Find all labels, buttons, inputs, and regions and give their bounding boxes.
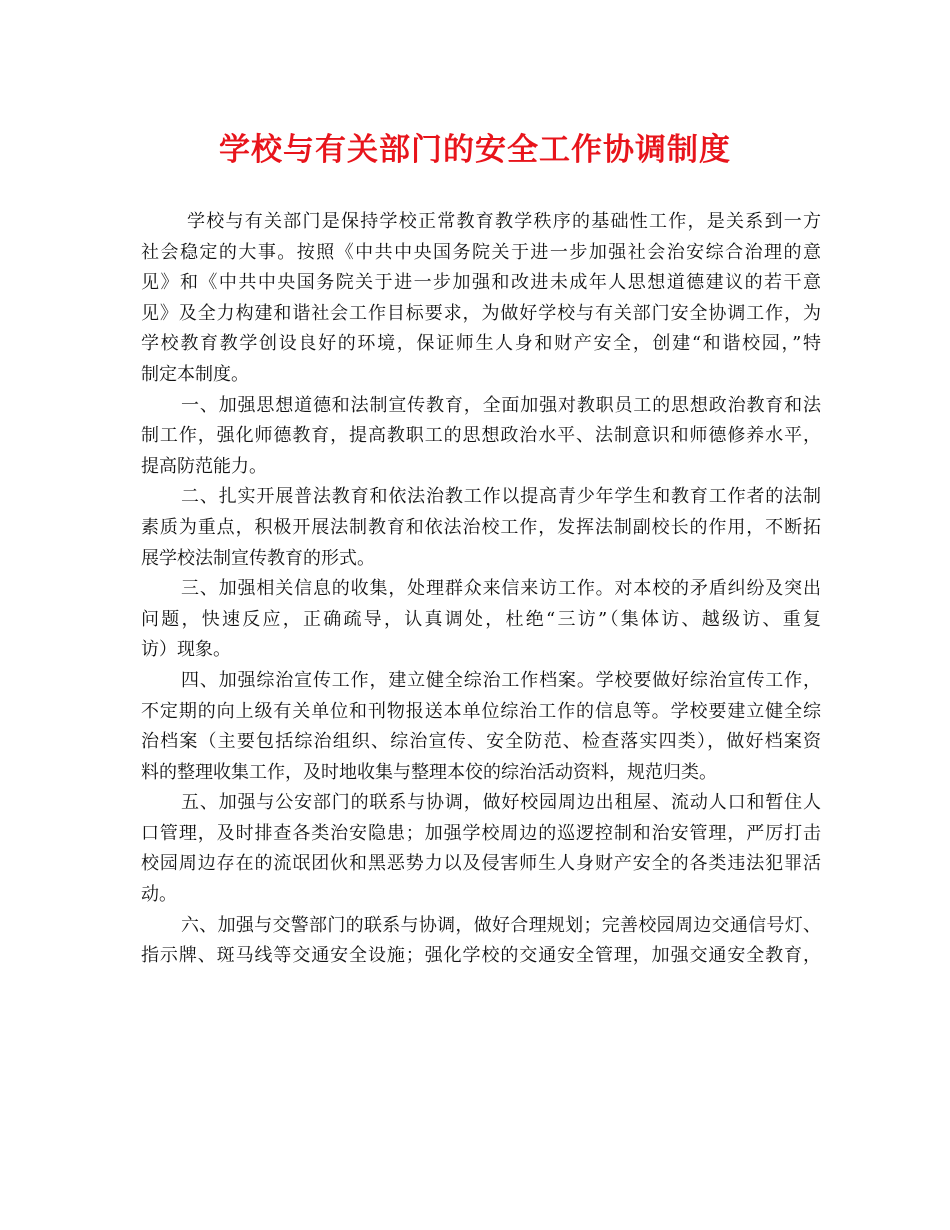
paragraph: [141, 391, 821, 483]
paragraph-line: 校园周边存在的流氓团伙和黑恶势力以及侵害师生人身财产安全的各类违法犯罪活: [141, 853, 821, 875]
paragraph-line: 社会稳定的大事。按照《中共中央国务院关于进一步加强社会治安综合治理的意: [141, 241, 821, 263]
document-title: 学校与有关部门的安全工作协调制度: [219, 132, 731, 168]
paragraph-line: 二、扎实开展普法教育和依法治教工作以提高青少年学生和教育工作者的法制: [181, 486, 821, 508]
paragraph-line: 治档案（主要包括综治组织、综治宣传、安全防范、检查落实四类），做好档案资: [141, 731, 821, 753]
paragraph-line: 问题，快速反应，正确疏导，认真调处，杜绝“三访”（集体访、越级访、重复: [141, 608, 821, 630]
paragraph-line: 见》和《中共中央国务院关于进一步加强和改进未成年人思想道德建议的若干意: [141, 272, 821, 294]
document-body: [141, 207, 821, 972]
paragraph: [141, 666, 821, 788]
paragraph-line: 动。: [141, 884, 177, 906]
paragraph-line: 学校与有关部门是保持学校正常教育教学秩序的基础性工作，是关系到一方: [187, 211, 821, 232]
paragraph-line: 不定期的向上级有关单位和刊物报送本单位综治工作的信息等。学校要建立健全综: [141, 700, 821, 722]
paragraph-line: 五、加强与公安部门的联系与协调，做好校园周边出租屋、流动人口和暂住人: [181, 792, 821, 814]
paragraph-line: 访）现象。: [141, 639, 231, 661]
paragraph-line: 展学校法制宣传教育的形式。: [141, 547, 375, 569]
paragraph: [141, 574, 821, 666]
paragraph: [141, 482, 821, 574]
paragraph-line: 口管理，及时排查各类治安隐患；加强学校周边的巡逻控制和治安管理，严厉打击: [141, 822, 821, 844]
paragraph-line: 学校教育教学创设良好的环境，保证师生人身和财产安全，创建“和谐校园，”特: [141, 333, 821, 355]
paragraph-line: 见》及全力构建和谐社会工作目标要求，为做好学校与有关部门安全协调工作，为: [141, 302, 821, 324]
paragraph-line: 制工作，强化师德教育，提高教职工的思想政治水平、法制意识和师德修养水平，: [141, 425, 821, 447]
paragraph-line: 提高防范能力。: [141, 455, 267, 477]
paragraph-line: 制定本制度。: [141, 363, 249, 385]
paragraph-line: 料的整理收集工作，及时地收集与整理本佼的综治活动资料，规范归类。: [141, 761, 717, 783]
paragraph-line: 一、加强思想道德和法制宣传教育，全面加强对教职员工的思想政治教育和法: [181, 394, 821, 416]
paragraph-line: 三、加强相关信息的收集，处理群众来信来访工作。对本校的矛盾纠纷及突出: [181, 578, 821, 600]
paragraph: [141, 911, 821, 972]
paragraph-line: 素质为重点，积极开展法制教育和依法治校工作，发挥法制副校长的作用，不断拓: [141, 516, 821, 538]
paragraph-line: 指示牌、斑马线等交通安全设施；强化学校的交通安全管理，加强交通安全教育，: [141, 945, 821, 967]
paragraph-line: 四、加强综治宣传工作，建立健全综治工作档案。学校要做好综治宣传工作，: [181, 669, 821, 691]
paragraph: [141, 207, 821, 391]
paragraph: [141, 788, 821, 910]
paragraph-line: 六、加强与交警部门的联系与协调，做好合理规划；完善校园周边交通信号灯、: [181, 914, 821, 936]
